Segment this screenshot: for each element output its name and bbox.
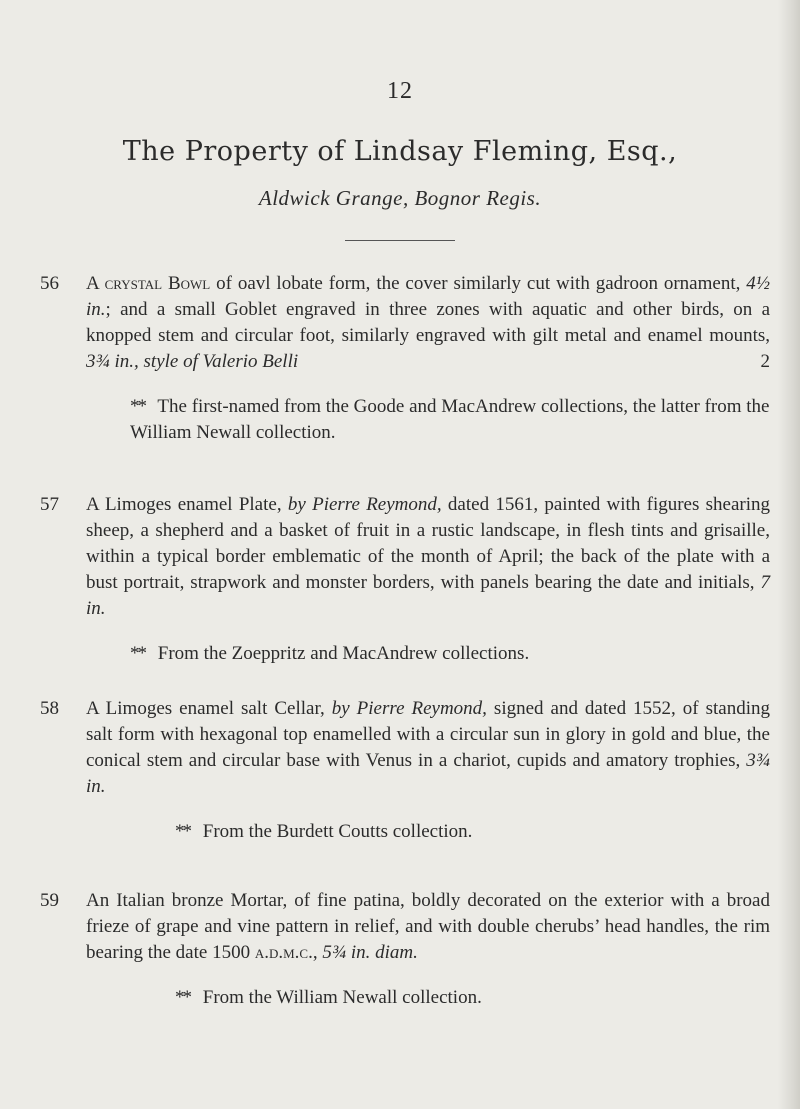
asterism-icon: ** <box>130 396 145 417</box>
page-heading: The Property of Lindsay Fleming, Esq., <box>122 136 678 167</box>
asterism-icon: ** <box>175 821 190 842</box>
lot-count: 2 <box>760 351 770 372</box>
lot-description: An Italian bronze Mortar, of fine patina, boldly decorated on the exterior with a broad frieze of grape and vine pattern in relief, and with double cherubs’ head handles, the rim bearing the date 1500 a.d.m.c., 5¾ in. diam. <box>86 890 770 963</box>
lot-58 <box>40 696 770 845</box>
lot-description: A Limoges enamel salt Cellar, by Pierre Reymond, signed and dated 1552, of standing salt form with hexagonal top enamelled with a circular sun in glory in gold and blue, the conical stem and circular base with Venus in a chariot, cupids and amatory trophies, 3¾ in. <box>86 698 771 797</box>
lot-57 <box>40 492 770 667</box>
page-subheading: Aldwick Grange, Bognor Regis. <box>258 186 542 210</box>
heading-rule <box>345 240 455 241</box>
asterism-icon: ** <box>130 643 145 664</box>
provenance-note: ** From the Zoeppritz and MacAndrew collections. <box>130 643 530 664</box>
lot-description: A Limoges enamel Plate, by Pierre Reymond, dated 1561, painted with figures shearing sheep, a shepherd and a basket of fruit in a rustic landscape, in flesh tints and grisaille, within a typical border emblematic of the month of April; the back of the plate with a bust portrait, strapwork and monster borders, with panels bearing the date and initials, 7 in. <box>86 494 771 619</box>
lot-56 <box>40 271 770 446</box>
lot-number: 56 <box>40 273 59 294</box>
lot-number: 59 <box>40 890 59 911</box>
asterism-icon: ** <box>175 987 190 1008</box>
provenance-note: ** The first-named from the Goode and MacAndrew collections, the latter from the William Newall collection. <box>130 396 770 443</box>
lot-number: 57 <box>40 494 59 515</box>
lot-59 <box>40 888 770 1011</box>
lot-number: 58 <box>40 698 59 719</box>
page-number: 12 <box>387 78 413 104</box>
lot-description: A crystal Bowl of oavl lobate form, the cover similarly cut with gadroon ornament, 4½ in.; and a small Goblet engraved in three zones with aquatic and other birds, on a knopped stem and circular foot, similarly engraved with gilt metal and enamel mounts, 3¾ in., style of Valerio Belli 2 <box>86 271 770 375</box>
provenance-note: ** From the William Newall collection. <box>175 987 482 1008</box>
provenance-note: ** From the Burdett Coutts collection. <box>175 821 473 842</box>
